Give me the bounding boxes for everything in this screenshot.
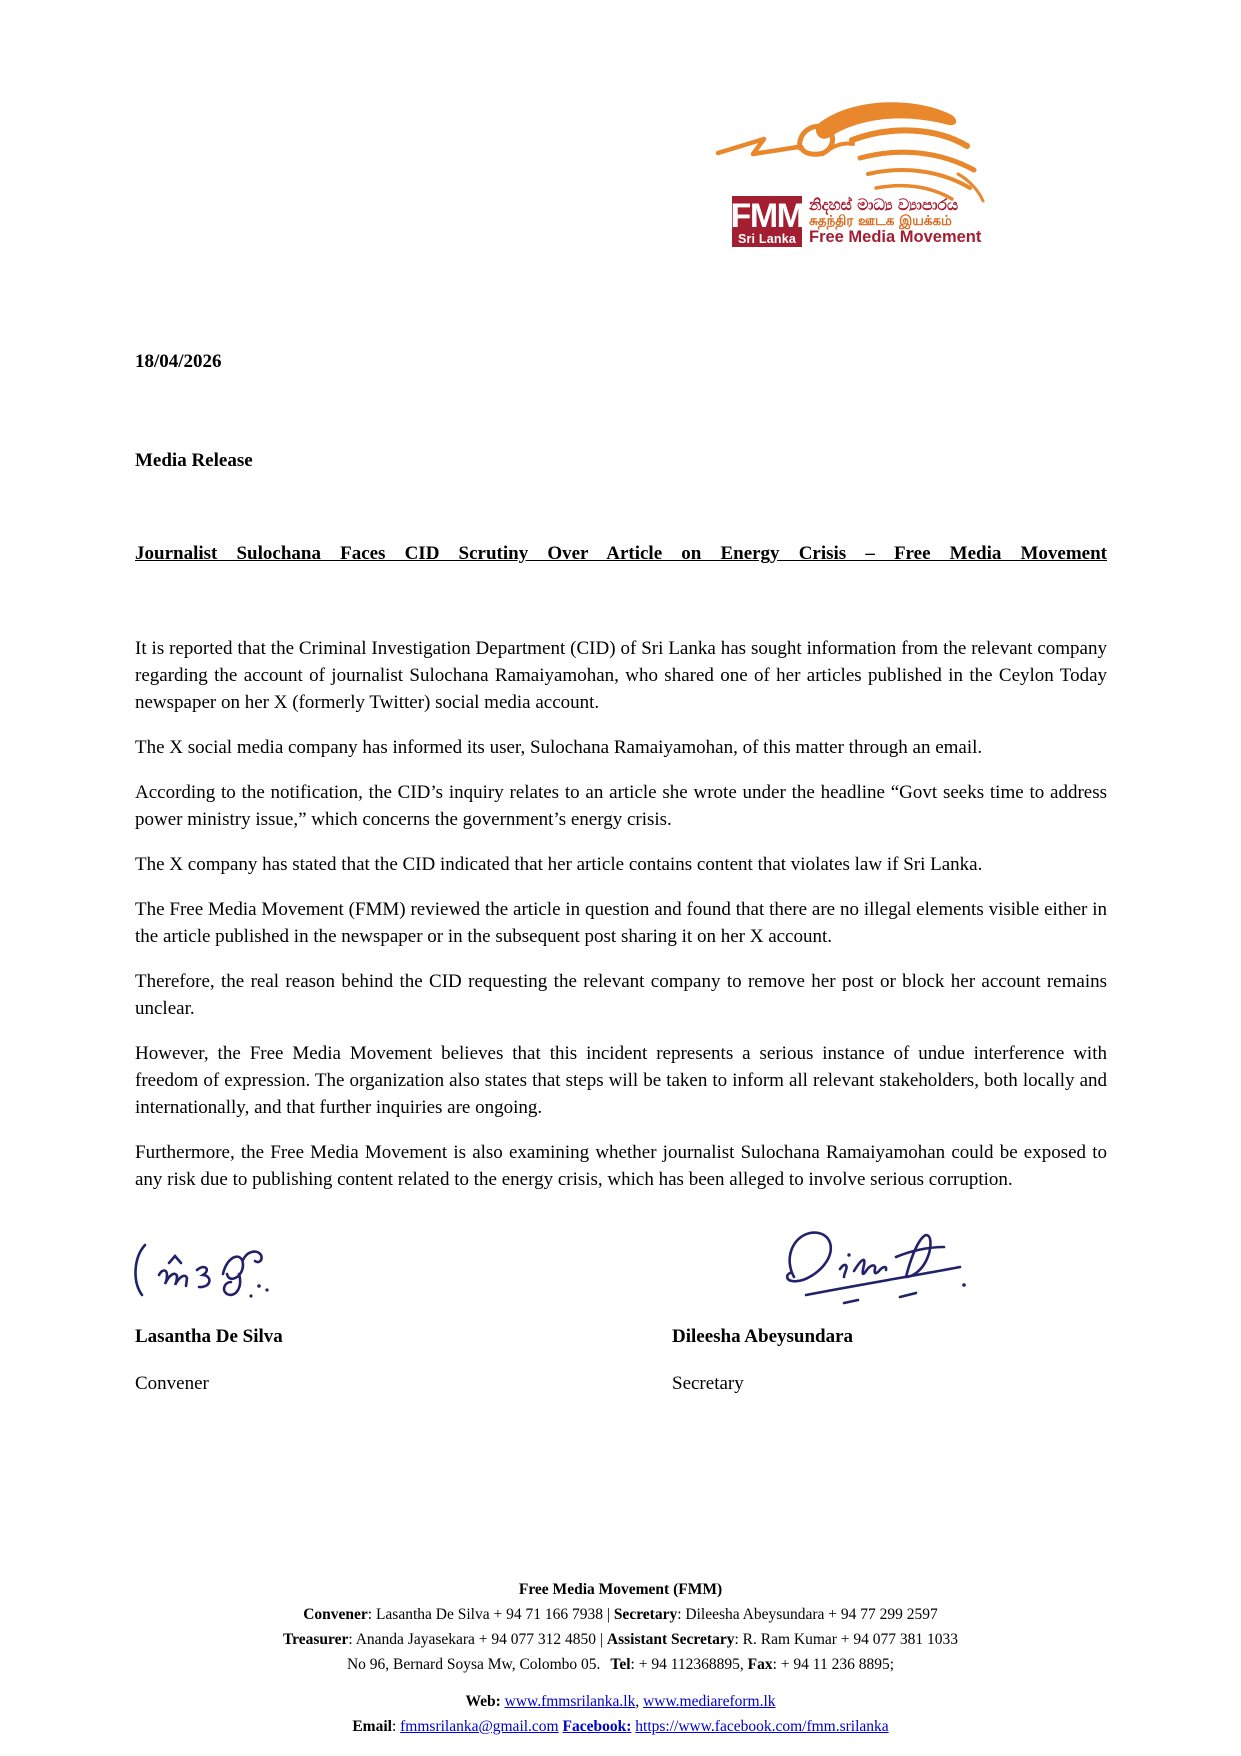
treasurer-label: Treasurer bbox=[282, 1631, 349, 1648]
website-link-mediareform[interactable]: www.mediareform.lk bbox=[643, 1693, 776, 1710]
website-link-fmmsrilanka[interactable]: www.fmmsrilanka.lk bbox=[504, 1693, 636, 1710]
footer-email-line bbox=[0, 1714, 1241, 1739]
paragraph-1: It is reported that the Criminal Investigation Department (CID) of Sri Lanka has sought information from the relevant company regarding the account of journalist Sulochana Ramaiyamohan, who shared one of her articles published in the Ceylon Today newspaper on her X (formerly Twitter) social media account. bbox=[135, 638, 1107, 713]
assistant-secretary-label: Assistant Secretary bbox=[606, 1631, 735, 1648]
signature-dileesha-icon bbox=[748, 1219, 978, 1311]
paragraph-6: Therefore, the real reason behind the CID requesting the relevant company to remove her post or block her account remains unclear. bbox=[135, 971, 1107, 1019]
convener-role: Convener bbox=[135, 1373, 209, 1394]
secretary-label: Secretary bbox=[613, 1606, 678, 1623]
logo-acronym: FMM bbox=[730, 196, 804, 235]
footer-org-name: Free Media Movement (FMM) bbox=[518, 1581, 723, 1598]
assistant-secretary-contact: : R. Ram Kumar + 94 077 381 1033 bbox=[734, 1631, 959, 1648]
signature-lasantha-icon bbox=[129, 1229, 319, 1311]
paragraph-7: However, the Free Media Movement believes that this incident represents a serious instance of undue interference with freedom of expression. The organization also states that steps will be taken to inform all relevant stakeholders, both locally and internationally, and that further inquiries are ongoing. bbox=[135, 1043, 1107, 1118]
footer-address-line bbox=[0, 1652, 1241, 1677]
convener-label: Convener bbox=[303, 1606, 368, 1623]
logo-sinhala-text: නිදහස් මාධ්‍ය ව්‍යාපාරය bbox=[809, 196, 959, 214]
logo-tamil-text: சுதந்திர ஊடக இயக்கம் bbox=[809, 213, 952, 230]
date: 18/04/2026 bbox=[135, 351, 222, 372]
secretary-contact: : Dileesha Abeysundara + 94 77 299 2597 bbox=[677, 1606, 938, 1623]
paragraph-5: The Free Media Movement (FMM) reviewed the article in question and found that there are no illegal elements visible either in the article published in the newspaper or in the subsequent post sharing it on her X account. bbox=[135, 899, 1107, 947]
facebook-link[interactable]: https://www.facebook.com/fmm.srilanka bbox=[635, 1718, 889, 1735]
paragraph-2: The X social media company has informed its user, Sulochana Ramaiyamohan, of this matter through an email. bbox=[135, 737, 983, 758]
email-label: Email bbox=[352, 1718, 392, 1735]
paragraph-3: According to the notification, the CID’s inquiry relates to an article she wrote under the headline “Govt seeks time to address power ministry issue,” which concerns the government’s energy crisis. bbox=[135, 782, 1107, 830]
email-link[interactable]: fmmsrilanka@gmail.com bbox=[400, 1718, 559, 1735]
dove-bird-icon bbox=[710, 96, 1000, 208]
email-colon: : bbox=[391, 1718, 401, 1735]
convener-name: Lasantha De Silva bbox=[135, 1326, 283, 1347]
logo-wordmark bbox=[809, 196, 981, 247]
footer-web-line bbox=[0, 1689, 1241, 1714]
logo-english-text: Free Media Movement bbox=[809, 227, 982, 246]
footer-officers-line-2 bbox=[0, 1627, 1241, 1652]
footer-officers-line-1 bbox=[0, 1602, 1241, 1627]
letter-body bbox=[135, 348, 1107, 1397]
postal-address: No 96, Bernard Soysa Mw, Colombo 05. bbox=[346, 1656, 601, 1673]
treasurer-contact: : Ananda Jayasekara + 94 077 312 4850 | bbox=[348, 1631, 607, 1648]
fax-label: Fax bbox=[747, 1656, 773, 1673]
fax-number: : + 94 11 236 8895; bbox=[772, 1656, 895, 1673]
facebook-label[interactable]: Facebook: bbox=[562, 1718, 632, 1735]
document-title: Journalist Sulochana Faces CID Scrutiny Over Article on Energy Crisis – Free Media Movement bbox=[135, 543, 1107, 564]
tel-number: : + 94 112368895, bbox=[630, 1656, 748, 1673]
web-link-separator: , bbox=[635, 1693, 644, 1710]
convener-contact: : Lasantha De Silva + 94 71 166 7938 | bbox=[367, 1606, 614, 1623]
paragraph-8: Furthermore, the Free Media Movement is also examining whether journalist Sulochana Ramaiyamohan could be exposed to any risk due to publishing content related to the energy crisis, which has been alleged to involve serious corruption. bbox=[135, 1142, 1107, 1190]
media-release-label: Media Release bbox=[135, 450, 253, 471]
tel-label: Tel bbox=[610, 1656, 631, 1673]
signatory-convener bbox=[135, 1215, 672, 1397]
secretary-name: Dileesha Abeysundara bbox=[672, 1326, 854, 1347]
logo-lockup bbox=[732, 196, 981, 247]
logo-country: Sri Lanka bbox=[737, 231, 797, 246]
web-label: Web: bbox=[465, 1693, 501, 1710]
letterhead-footer bbox=[0, 1577, 1241, 1739]
secretary-role: Secretary bbox=[672, 1373, 744, 1394]
paragraph-4: The X company has stated that the CID indicated that her article contains content that violates law if Sri Lanka. bbox=[135, 854, 983, 875]
fmm-logo bbox=[710, 96, 1000, 256]
signatory-secretary bbox=[672, 1215, 1107, 1397]
fmm-logo-box bbox=[732, 196, 802, 247]
signature-section bbox=[135, 1215, 1107, 1397]
